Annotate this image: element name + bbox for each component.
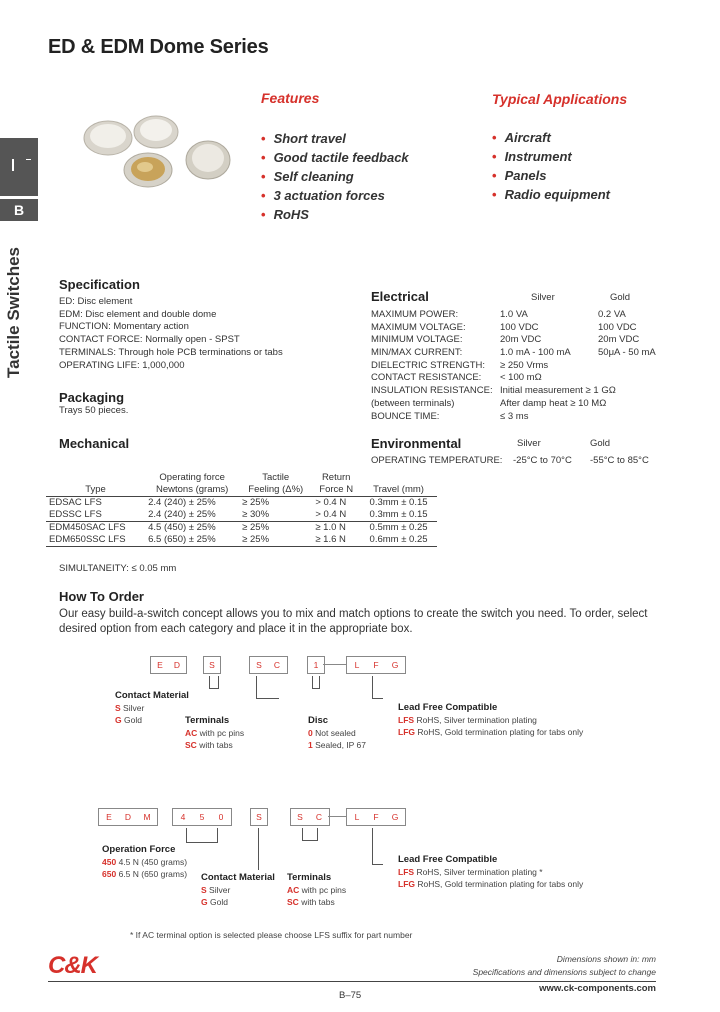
dome-element-2: [134, 116, 178, 148]
feature-item: • Good tactile feedback: [261, 150, 409, 165]
spec-line: CONTACT FORCE: Normally open - SPST: [59, 334, 240, 346]
code-box-force: 4 5 0: [172, 808, 232, 826]
application-item: • Radio equipment: [492, 187, 611, 202]
vertical-section-label: Tactile Switches: [4, 246, 23, 378]
spec-line: EDM: Disc element and double dome: [59, 308, 217, 320]
electrical-silver: ≤ 3 ms: [500, 410, 529, 422]
edm-force-options: Operation Force 450 4.5 N (450 grams) 650 6.5 N (650 grams): [102, 844, 188, 879]
footnote: * If AC terminal option is selected please choose LFS suffix for part number: [130, 930, 413, 940]
electrical-gold: 50μA - 50 mA: [598, 347, 656, 359]
bullet-icon: •: [261, 207, 266, 222]
specification-heading: Specification: [59, 277, 140, 292]
electrical-label: CONTACT RESISTANCE:: [371, 372, 482, 384]
bracket-contact: [258, 828, 260, 870]
table-header-row: Operating force Tactile Return: [159, 472, 351, 483]
bracket-contact: [209, 676, 219, 689]
code-box-leadfree: L F G: [346, 656, 406, 674]
page-title: ED & EDM Dome Series: [48, 36, 269, 58]
dome-element-4: [186, 141, 230, 179]
electrical-gold: 20m VDC: [598, 334, 640, 346]
how-to-order-heading: How To Order: [59, 589, 144, 604]
spec-change-note: Specifications and dimensions subject to change: [472, 967, 656, 977]
electrical-gold: 0.2 VA: [598, 309, 626, 320]
code-box-terminals: S C: [290, 808, 330, 826]
section-tab: [0, 138, 38, 196]
code-connector: [328, 816, 346, 817]
application-item: • Panels: [492, 168, 547, 183]
electrical-row: [371, 322, 671, 335]
bullet-icon: •: [261, 188, 266, 203]
how-to-order-intro: Our easy build-a-switch concept allows you to mix and match options to create the switch you need. To order, select desired option from each category and place it in the appropriate box.: [59, 608, 648, 635]
website-link[interactable]: www.ck-components.com: [539, 983, 656, 994]
electrical-row: [371, 411, 671, 424]
electrical-silver: 20m VDC: [500, 334, 542, 346]
mechanical-table: [46, 472, 437, 547]
ck-logo: C&K: [48, 952, 97, 979]
electrical-label: MIN/MAX CURRENT:: [371, 347, 463, 359]
bullet-icon: •: [261, 131, 266, 146]
applications-heading: Typical Applications: [492, 91, 628, 107]
environmental-heading: Environmental: [371, 436, 462, 451]
electrical-silver: < 100 mΩ: [500, 372, 542, 384]
code-box-disc: 1: [307, 656, 325, 674]
edm-leadfree-options: Lead Free Compatible LFS RoHS, Silver termination plating * LFG RoHS, Gold termination plating for tabs only: [398, 854, 584, 889]
edm-terminal-options: Terminals AC with pc pins SC with tabs: [287, 872, 347, 907]
electrical-heading: Electrical: [371, 289, 429, 304]
electrical-col-silver: Silver: [531, 292, 555, 303]
feature-item: • Self cleaning: [261, 169, 354, 184]
code-connector: [323, 664, 346, 665]
specification-list: [59, 296, 283, 372]
electrical-row: [371, 360, 671, 373]
electrical-table: [371, 309, 671, 423]
ed-terminal-options: Terminals AC with pc pins SC with tabs: [185, 715, 245, 750]
footer-divider: [48, 981, 656, 982]
operating-temperature-gold: -55°C to 85°C: [590, 455, 649, 466]
bracket-terminals: [302, 828, 318, 841]
code-box-terminals: S C: [249, 656, 288, 674]
spec-line: ED: Disc element: [59, 296, 133, 307]
electrical-row: [371, 372, 671, 385]
ed-contact-options: Contact Material S Silver G Gold: [115, 690, 189, 725]
electrical-col-gold: Gold: [610, 292, 631, 303]
table-header-row: Type Newtons (grams) Feeling (Δ%) Force N Travel (mm): [85, 484, 424, 495]
section-letter: B: [0, 199, 38, 221]
code-box-contact: S: [250, 808, 268, 826]
code-box-leadfree: L F G: [346, 808, 406, 826]
spec-line: FUNCTION: Momentary action: [59, 321, 189, 333]
feature-item: • 3 actuation forces: [261, 188, 385, 203]
simultaneity-note: SIMULTANEITY: ≤ 0.05 mm: [59, 563, 177, 574]
bracket-terminals: [256, 676, 279, 699]
electrical-row: [371, 347, 671, 360]
bullet-icon: •: [261, 150, 266, 165]
electrical-label: BOUNCE TIME:: [371, 410, 440, 422]
applications-list: [492, 128, 610, 204]
ed-leadfree-options: Lead Free Compatible LFS RoHS, Silver termination plating LFG RoHS, Gold termination plating for tabs only: [398, 702, 584, 737]
bracket-leadfree: [372, 828, 383, 865]
dome-element-3: [124, 153, 172, 187]
electrical-label: (between terminals): [371, 397, 455, 409]
electrical-silver: 1.0 mA - 100 mA: [500, 347, 571, 359]
spec-line: OPERATING LIFE: 1,000,000: [59, 359, 185, 371]
bracket-force: [186, 828, 218, 843]
electrical-label: MAXIMUM VOLTAGE:: [371, 321, 466, 333]
table-row: EDSSC LFS 2.4 (240) ± 25% ≥ 30% > 0.4 N 0.3mm ± 0.15: [49, 509, 428, 520]
code-box-series: E D: [150, 656, 187, 674]
electrical-label: DIELECTRIC STRENGTH:: [371, 359, 486, 371]
table-row: EDM650SSC LFS 6.5 (650) ± 25% ≥ 25% ≥ 1.6 N 0.6mm ± 0.25: [46, 534, 437, 547]
table-row: EDSAC LFS 2.4 (240) ± 25% ≥ 25% > 0.4 N 0.3mm ± 0.15: [46, 497, 437, 510]
bracket-leadfree: [372, 676, 383, 699]
product-photo: [78, 108, 238, 198]
electrical-silver: After damp heat ≥ 10 MΩ: [500, 397, 607, 409]
spec-line: TERMINALS: Through hole PCB terminations or tabs: [59, 346, 283, 358]
dimensions-note: Dimensions shown in: mm: [556, 954, 656, 964]
bullet-icon: •: [492, 187, 497, 202]
application-item: • Instrument: [492, 149, 572, 164]
electrical-label: MAXIMUM POWER:: [371, 309, 459, 320]
ed-disc-options: Disc 0 Not sealed 1 Sealed, IP 67: [308, 715, 366, 750]
environmental-col-silver: Silver: [517, 438, 541, 449]
electrical-silver: Initial measurement ≥ 1 GΩ: [500, 385, 616, 397]
feature-item: • Short travel: [261, 131, 346, 146]
electrical-row: [371, 334, 671, 347]
bracket-disc: [312, 676, 320, 689]
table-row: EDM450SAC LFS 4.5 (450) ± 25% ≥ 25% ≥ 1.0 N 0.5mm ± 0.25: [46, 522, 437, 535]
operating-temperature-label: OPERATING TEMPERATURE:: [371, 455, 503, 466]
operating-temperature-silver: -25°C to 70°C: [513, 455, 572, 466]
electrical-row: [371, 385, 671, 398]
packaging-heading: Packaging: [59, 390, 125, 405]
electrical-silver: 100 VDC: [500, 321, 539, 333]
electrical-silver: 1.0 VA: [500, 309, 528, 320]
environmental-col-gold: Gold: [590, 438, 611, 449]
dome-element-1: [84, 121, 132, 155]
edm-contact-options: Contact Material S Silver G Gold: [201, 872, 275, 907]
code-box-contact: S: [203, 656, 221, 674]
electrical-row: [371, 309, 671, 322]
electrical-label: MINIMUM VOLTAGE:: [371, 334, 463, 346]
feature-item: • RoHS: [261, 207, 309, 222]
electrical-silver: ≥ 250 Vrms: [500, 359, 549, 371]
electrical-row: [371, 398, 671, 411]
mechanical-heading: Mechanical: [59, 436, 130, 451]
features-heading: Features: [261, 90, 320, 106]
bullet-icon: •: [492, 130, 497, 145]
code-box-series: E D M: [98, 808, 158, 826]
bullet-icon: •: [261, 169, 266, 184]
features-list: [261, 129, 409, 224]
electrical-label: INSULATION RESISTANCE:: [371, 385, 493, 397]
page-number: B–75: [339, 990, 362, 1001]
electrical-gold: 100 VDC: [598, 321, 637, 333]
bullet-icon: •: [492, 149, 497, 164]
packaging-text: Trays 50 pieces.: [59, 405, 129, 416]
bullet-icon: •: [492, 168, 497, 183]
application-item: • Aircraft: [492, 130, 551, 145]
